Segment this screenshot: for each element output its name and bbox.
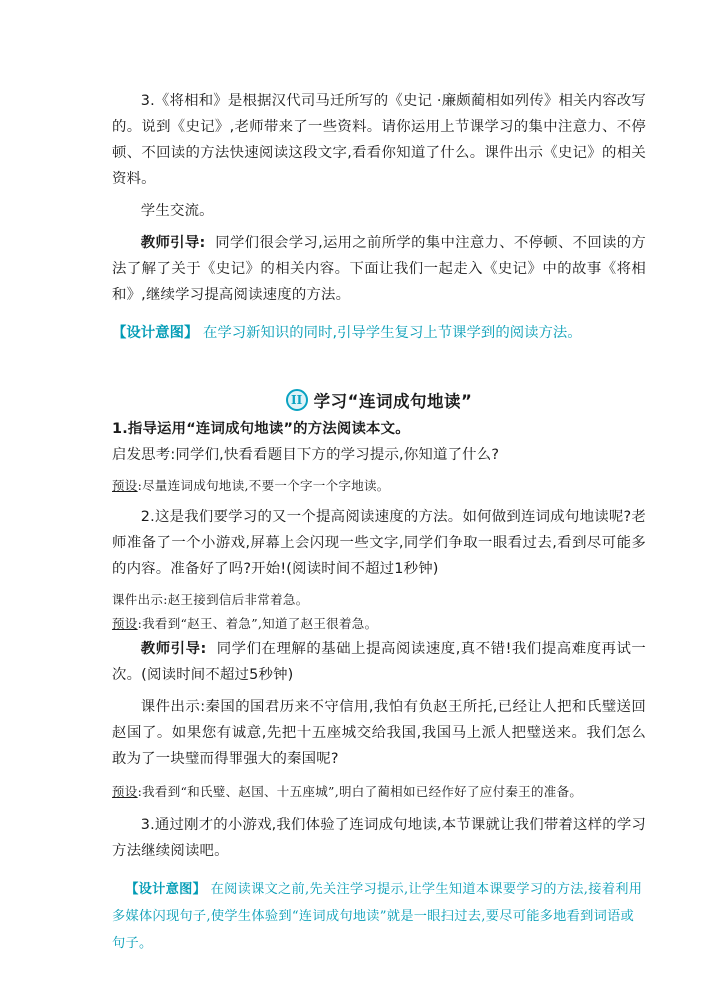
paragraph-teacher-guide-1 <box>112 230 646 308</box>
preset-text: :尽量连词成句地读,不要一个字一个字地读。 <box>137 478 390 493</box>
design-intent-2 <box>112 876 646 957</box>
teacher-guide-text: 同学们很会学习,运用之前所学的集中注意力、不停顿、不回读的方法了解了关于《史记》的相关内容。下面让我们一起走入《史记》中的故事《将相和》,继续学习提高阅读速度的方法。 <box>112 235 646 303</box>
teacher-guide-label: 教师引导: <box>140 641 207 657</box>
teacher-guide-text: 同学们在理解的基础上提高阅读速度,真不错!我们提高难度再试一次。(阅读时间不超过5秒钟) <box>112 641 646 683</box>
step-3-paragraph: 3.通过刚才的小游戏,我们体验了连词成句地读,本节课就让我们带着这样的学习方法继续阅读吧。 <box>112 817 647 859</box>
section-heading <box>112 388 646 412</box>
preset-1 <box>112 474 646 498</box>
preset-text: :我看到“和氏璧、赵国、十五座城”,明白了蔺相如已经作好了应付秦王的准备。 <box>137 784 583 799</box>
courseware-2: 课件出示:秦国的国君历来不守信用,我怕有负赵王所托,已经让人把和氏璧送回赵国了。如果您有诚意,先把十五座城交给我国,我国马上派人把璧送来。我们怎么敢为了一块璧而得罪强大的秦国呢? <box>112 699 646 767</box>
paragraph-teacher-guide-2 <box>112 636 646 688</box>
design-intent-text: 在阅读课文之前,先关注学习提示,让学生知道本课要学习的方法,接着利用多媒体闪现句子,使学生体验到“连词成句地读”就是一眼扫过去,要尽可能多地看到词语或句子。 <box>112 882 643 951</box>
design-intent-1 <box>112 320 646 346</box>
section-title: 学习“连词成句地读” <box>313 392 473 411</box>
prompt-thinking: 启发思考:同学们,快看看题目下方的学习提示,你知道了什么? <box>112 447 500 463</box>
preset-text: :我看到“赵王、着急”,知道了赵王很着急。 <box>137 616 378 631</box>
preset-2 <box>112 612 646 636</box>
preset-label: 预设 <box>112 784 138 799</box>
section-number-badge: II <box>286 389 308 411</box>
step-1-heading: 1.指导运用“连词成句地读”的方法阅读本文。 <box>112 421 410 437</box>
paragraph-student-exchange: 学生交流。 <box>140 203 214 219</box>
document-body <box>112 88 646 957</box>
design-intent-tag: 【设计意图】 <box>112 325 199 341</box>
step-2-paragraph: 2.这是我们要学习的又一个提高阅读速度的方法。如何做到连词成句地读呢?老师准备了一个小游戏,屏幕上会闪现一些文字,同学们争取一眼看过去,看到尽可能多的内容。准备好了吗?开始!(阅读时间不超过1秒钟) <box>112 509 646 577</box>
courseware-1: 课件出示:赵王接到信后非常着急。 <box>112 592 309 607</box>
preset-label: 预设 <box>112 616 138 631</box>
preset-label: 预设 <box>112 478 138 493</box>
paragraph-shiji-intro: 3.《将相和》是根据汉代司马迁所写的《史记 ·廉颇蔺相如列传》相关内容改写的。说到《史记》,老师带来了一些资料。请你运用上节课学习的集中注意力、不停顿、不回读的方法快速阅读这段文字,看看你知道了什么。课件出示《史记》的相关资料。 <box>112 93 646 187</box>
preset-3 <box>112 778 646 806</box>
design-intent-tag: 【设计意图】 <box>125 882 207 897</box>
teacher-guide-label: 教师引导: <box>140 235 206 251</box>
design-intent-text: 在学习新知识的同时,引导学生复习上节课学到的阅读方法。 <box>202 325 582 341</box>
